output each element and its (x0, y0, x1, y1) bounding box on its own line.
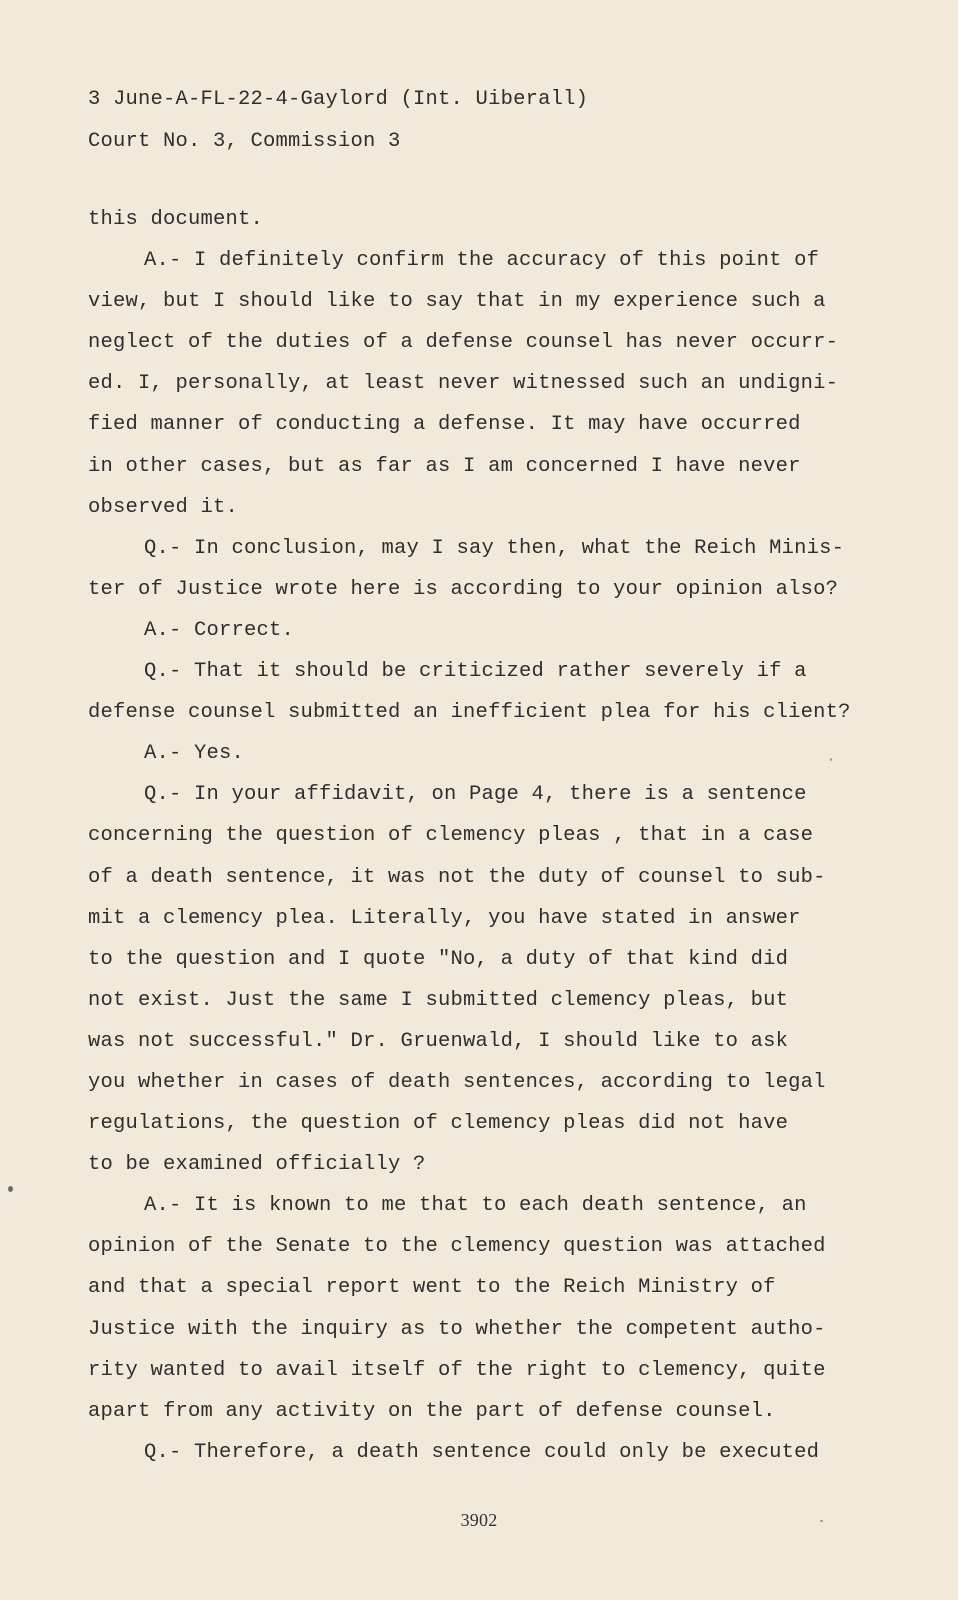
transcript-line: not exist. Just the same I submitted clemency pleas, but (88, 988, 789, 1012)
transcript-line: A.- Yes. (144, 742, 245, 766)
page-number: 3902 (460, 1510, 498, 1530)
transcript-line: ed. I, personally, at least never witnessed such an undigni- (88, 372, 839, 396)
transcript-line: you whether in cases of death sentences, according to legal (88, 1070, 826, 1094)
transcript-line: apart from any activity on the part of defense counsel. (88, 1399, 776, 1423)
transcript-line: this document. (88, 208, 264, 231)
transcript-line: ter of Justice wrote here is according to your opinion also? (88, 577, 839, 601)
transcript-line: opinion of the Senate to the clemency question was attached (88, 1235, 826, 1259)
transcript-line: fied manner of conducting a defense. It may have occurred (88, 413, 801, 437)
transcript-line: Q.- In conclusion, may I say then, what the Reich Minis- (144, 536, 845, 560)
transcript-line: to be examined officially ? (88, 1153, 426, 1177)
transcript-line: concerning the question of clemency pleas , that in a case (88, 824, 814, 848)
transcript-line: defense counsel submitted an inefficient plea for his client? (88, 701, 851, 725)
transcript-line: Justice with the inquiry as to whether the competent autho- (88, 1317, 826, 1341)
header-court-line: Court No. 3, Commission 3 (88, 130, 401, 153)
paper-speck (8, 1186, 13, 1192)
transcript-line: was not successful." Dr. Gruenwald, I should like to ask (88, 1029, 789, 1053)
transcript-line: Q.- That it should be criticized rather severely if a (144, 660, 807, 684)
transcript-line: Q.- Therefore, a death sentence could only be executed (144, 1440, 820, 1464)
transcript-line: A.- I definitely confirm the accuracy of this point of (144, 249, 820, 273)
transcript-line: regulations, the question of clemency pleas did not have (88, 1112, 789, 1136)
transcript-line: Q.- In your affidavit, on Page 4, there is a sentence (144, 783, 807, 807)
header-session-line: 3 June-A-FL-22-4-Gaylord (Int. Uiberall) (88, 88, 589, 111)
transcript-line: A.- It is known to me that to each death sentence, an (144, 1194, 807, 1218)
document-header (88, 80, 588, 162)
transcript-line: mit a clemency plea. Literally, you have stated in answer (88, 906, 801, 930)
transcript-line: in other cases, but as far as I am concerned I have never (88, 454, 801, 478)
transcript-line: view, but I should like to say that in my experience such a (88, 290, 826, 314)
transcript-line: to the question and I quote "No, a duty of that kind did (88, 947, 789, 971)
transcript-line: neglect of the duties of a defense counsel has never occurr- (88, 331, 839, 355)
transcript-body (88, 199, 851, 1473)
paper-speck (830, 758, 832, 761)
transcript-line: A.- Correct. (144, 618, 295, 642)
transcript-line: and that a special report went to the Reich Ministry of (88, 1276, 776, 1300)
paper-speck (820, 1520, 823, 1522)
transcript-line: of a death sentence, it was not the duty of counsel to sub- (88, 865, 826, 889)
transcript-line: observed it. (88, 495, 239, 519)
transcript-line: rity wanted to avail itself of the right to clemency, quite (88, 1358, 826, 1382)
